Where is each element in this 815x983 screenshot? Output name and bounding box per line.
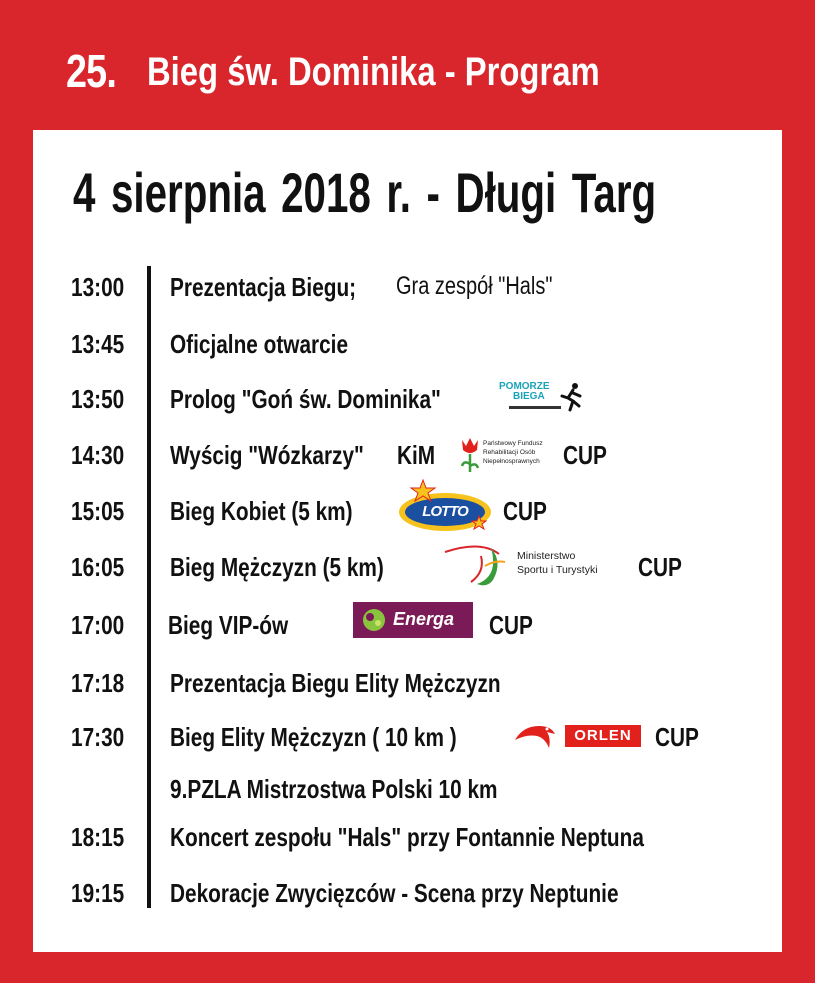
schedule-time: 14:30 [71, 440, 125, 470]
cup-label: CUP [563, 440, 607, 470]
schedule-event: Prezentacja Biegu; [170, 272, 357, 302]
schedule-row [33, 770, 782, 810]
edition-number: 25. [66, 45, 116, 97]
cup-label: CUP [655, 722, 699, 752]
schedule-event: 9.PZLA Mistrzostwa Polski 10 km [170, 774, 498, 804]
lotto-logo-text: LOTTO [422, 503, 468, 520]
schedule-time: 13:45 [71, 329, 125, 359]
header-bar [0, 0, 815, 130]
schedule-row [33, 818, 782, 858]
schedule-time: 17:18 [71, 668, 125, 698]
schedule-time: 13:50 [71, 384, 125, 414]
schedule-row [33, 718, 782, 758]
schedule-time: 18:15 [71, 822, 125, 852]
schedule-event: Oficjalne otwarcie [170, 329, 349, 359]
ministry-logo-line1: Ministerstwo [517, 550, 576, 562]
schedule-row [33, 492, 782, 532]
schedule-event: Bieg Mężczyzn (5 km) [170, 552, 384, 582]
energa-logo [353, 602, 473, 638]
schedule-row [33, 325, 782, 365]
energa-emblem-icon [361, 607, 387, 633]
cup-label: CUP [638, 552, 682, 582]
schedule-event: Dekoracje Zwycięzców - Scena przy Neptunie [170, 878, 619, 908]
pomorze-logo-line2: BIEGA [513, 391, 545, 402]
schedule-time: 13:00 [71, 272, 125, 302]
schedule-event: Bieg VIP-ów [168, 610, 289, 640]
schedule-event: Wyścig "Wózkarzy" [170, 440, 364, 470]
tulip-icon [459, 436, 481, 474]
lotto-logo [395, 478, 495, 536]
program-panel [33, 130, 782, 952]
schedule-event: Bieg Elity Mężczyzn ( 10 km ) [170, 722, 457, 752]
schedule-time: 15:05 [71, 496, 125, 526]
schedule-time: 17:30 [71, 722, 125, 752]
page-title: Bieg św. Dominika - Program [147, 50, 600, 94]
orlen-logo-text: ORLEN [574, 727, 632, 744]
schedule-event-extra: Gra zespół "Hals" [396, 272, 553, 300]
swoosh-icon [441, 542, 507, 590]
event-date-location: 4 sierpnia 2018 r. - Długi Targ [73, 161, 657, 224]
schedule-row [33, 268, 782, 308]
schedule-time: 19:15 [71, 878, 125, 908]
schedule-row [33, 606, 782, 646]
schedule-event: Prolog "Goń św. Dominika" [170, 384, 441, 414]
ministry-logo-line2: Sportu i Turystyki [517, 564, 598, 576]
orlen-logo [565, 725, 641, 747]
schedule-row [33, 380, 782, 420]
schedule-row [33, 436, 782, 476]
schedule-row [33, 548, 782, 588]
pfron-logo-line3: Niepełnosprawnych [483, 458, 540, 465]
schedule-time: 17:00 [71, 610, 125, 640]
schedule-event-extra: KiM [397, 440, 436, 470]
energa-logo-text: Energa [393, 609, 455, 629]
ministry-logo [441, 542, 631, 590]
pfron-logo-line2: Rehabilitacji Osób [483, 449, 536, 456]
schedule-row [33, 664, 782, 704]
cup-label: CUP [503, 496, 547, 526]
schedule-row [33, 874, 782, 914]
cup-label: CUP [489, 610, 533, 640]
pomorze-logo-line1: POMORZE [499, 381, 550, 392]
eagle-icon [513, 720, 557, 754]
runner-icon [557, 382, 585, 412]
schedule-event: Prezentacja Biegu Elity Mężczyzn [170, 668, 501, 698]
schedule-event: Koncert zespołu "Hals" przy Fontannie Neptuna [170, 822, 644, 852]
pfron-logo-line1: Państwowy Fundusz [483, 440, 543, 447]
pomorze-biega-logo [499, 382, 589, 416]
schedule-time: 16:05 [71, 552, 125, 582]
pfron-logo [459, 436, 557, 474]
schedule-event: Bieg Kobiet (5 km) [170, 496, 353, 526]
pomorze-logo-bar [509, 406, 561, 409]
